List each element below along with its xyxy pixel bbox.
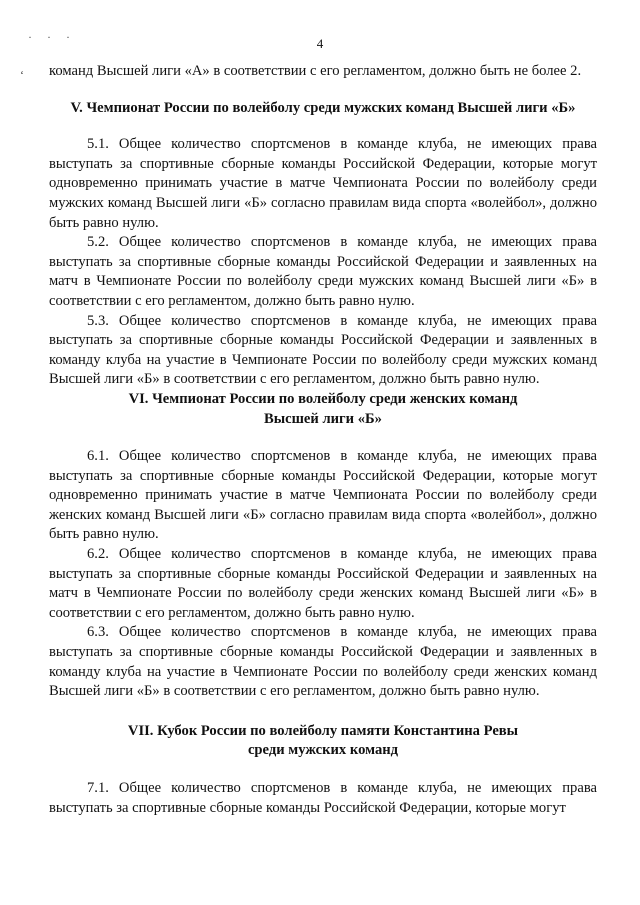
- paragraph-7-1: 7.1. Общее количество спортсменов в команде клуба, не имеющих права выступать за спортивные сборные команды Российской Федерации, которые могут: [49, 780, 597, 816]
- section-heading-7-line1: VII. Кубок России по волейболу памяти Константина Ревы: [127, 722, 519, 739]
- scan-marks: · · ·: [28, 30, 76, 44]
- section-heading-5: V. Чемпионат России по волейболу среди мужских команд Высшей лиги «Б»: [70, 99, 576, 116]
- paragraph-6-1: 6.1. Общее количество спортсменов в команде клуба, не имеющих права выступать за спортивные сборные команды Российской Федерации, которые могут одновременно принимать участие в матче Чемпионата России по волейболу среди женских команд Высшей лиги «Б» согласно правилам вида спорта «волейбол», должно быть равно нулю.: [49, 448, 597, 543]
- scan-mark-side: ‘: [20, 68, 24, 82]
- paragraph-6-3: 6.3. Общее количество спортсменов в команде клуба, не имеющих права выступать за спортивные сборные команды Российской Федерации и заявленных в команду клуба на участие в Чемпионате России по волейболу среди женских команд Высшей лиги «Б» в соответствии с его регламентом, должно быть равно нулю.: [49, 624, 597, 700]
- section-heading-6-line1: VI. Чемпионат России по волейболу среди женских команд: [128, 390, 518, 407]
- paragraph-6-2: 6.2. Общее количество спортсменов в команде клуба, не имеющих права выступать за спортивные сборные команды Российской Федерации и заявленных на матч в Чемпионате России по волейболу среди женских команд Высшей лиги «Б» в соответствии с его регламентом, должно быть равно нулю.: [49, 546, 597, 621]
- section-heading-6-line2: Высшей лиги «Б»: [264, 410, 382, 427]
- paragraph-5-2: 5.2. Общее количество спортсменов в команде клуба, не имеющих права выступать за спортивные сборные команды Российской Федерации и заявленных на матч в Чемпионате России по волейболу среди мужских команд Высшей лиги «Б» в соответствии с его регламентом, должно быть равно нулю.: [49, 234, 597, 309]
- paragraph-5-1: 5.1. Общее количество спортсменов в команде клуба, не имеющих права выступать за спортивные сборные команды Российской Федерации, которые могут одновременно принимать участие в матче Чемпионата России по волейболу среди мужских команд Высшей лиги «Б» согласно правилам вида спорта «волейбол», должно быть равно нулю.: [49, 136, 597, 231]
- paragraph-continuation: команд Высшей лиги «А» в соответствии с его регламентом, должно быть не более 2.: [49, 63, 582, 79]
- section-heading-7-line2: среди мужских команд: [247, 742, 399, 759]
- page-number: 4: [316, 36, 324, 51]
- paragraph-5-3: 5.3. Общее количество спортсменов в команде клуба, не имеющих права выступать за спортивные сборные команды Российской Федерации и заявленных в команду клуба на участие в Чемпионате России по волейболу среди мужских команд Высшей лиги «Б» в соответствии с его регламентом, должно быть равно нулю.: [49, 312, 597, 388]
- document-body: [49, 62, 597, 818]
